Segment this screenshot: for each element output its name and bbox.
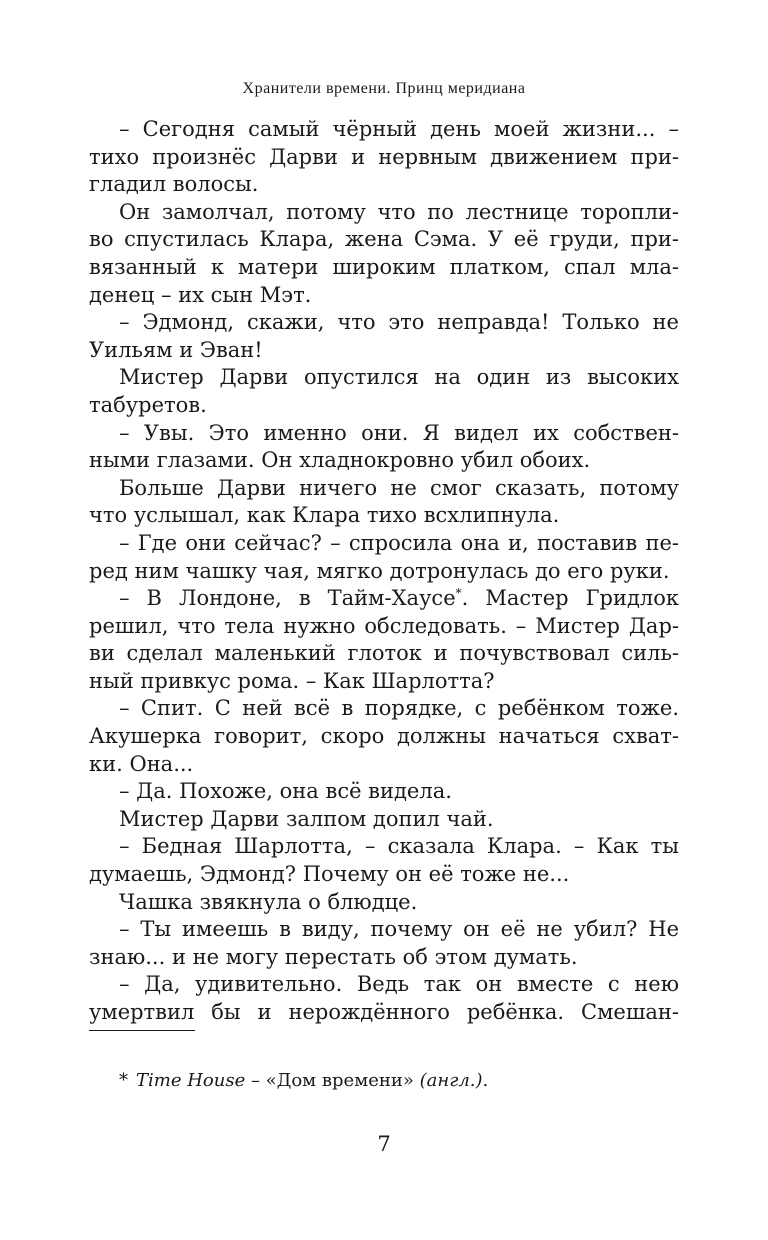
text-line: ными глазами. Он хладнокровно убил обоих. <box>89 448 591 473</box>
text-line: ки. Она... <box>89 751 194 776</box>
text-line <box>89 585 679 613</box>
footnote-term: Time House <box>136 1070 246 1091</box>
text-line: Мистер Дарви опустился на один из высоких <box>119 365 679 390</box>
text-line: вязанный к матери широким платком, спал мла- <box>89 254 679 279</box>
text-line: – Ты имеешь в виду, почему он её не убил? Не <box>119 917 679 942</box>
text-line: – Спит. С ней всё в порядке, с ребёнком тоже. <box>119 696 679 721</box>
footnote-translation: «Дом времени» <box>265 1070 414 1091</box>
text-line: думаешь, Эдмонд? Почему он её тоже не... <box>89 862 570 887</box>
text-line: Чашка звякнула о блюдце. <box>119 889 418 914</box>
text-line: решил, что тела нужно обследовать. – Мистер Дар- <box>89 613 679 638</box>
text-line: – Да, удивительно. Ведь так он вместе с нею <box>119 972 679 997</box>
text-line: гладил волосы. <box>89 172 259 197</box>
footnote-period: . <box>482 1070 489 1091</box>
footnote-marker: * <box>119 1070 128 1091</box>
text-line: – Эдмонд, скажи, что это неправда! Только не <box>119 310 679 335</box>
text-line: Больше Дарви ничего не смог сказать, потому <box>119 475 679 500</box>
text-line: – Да. Похоже, она всё видела. <box>119 779 452 804</box>
page-number: 7 <box>377 1132 391 1156</box>
text-line: ный привкус рома. – Как Шарлотта? <box>89 668 495 693</box>
text-line: Акушерка говорит, скоро должны начаться схват- <box>89 724 679 749</box>
text-line: знаю... и не могу перестать об этом думать. <box>89 944 578 969</box>
text-line: ви сделал маленький глоток и почувствовал силь- <box>89 641 679 666</box>
footnote <box>119 1070 488 1091</box>
running-header: Хранители времени. Принц меридиана <box>242 80 526 97</box>
text-line: умертвил бы и нерождённого ребёнка. Смешан- <box>89 1000 679 1024</box>
footnote-reference: * <box>455 586 462 601</box>
body-text <box>89 116 679 1027</box>
text-line: – Где они сейчас? – спросила она и, поставив пе- <box>119 530 679 555</box>
text-segment: . Мастер Гридлок <box>461 586 680 611</box>
text-line: табуретов. <box>89 392 207 417</box>
footnote-dash: – <box>245 1070 266 1091</box>
text-line: ред ним чашку чая, мягко дотронулась до его руки. <box>89 558 670 583</box>
text-line: что услышал, как Клара тихо всхлипнула. <box>89 503 560 528</box>
footnote-language-note: (англ.) <box>419 1070 483 1091</box>
text-line: Уильям и Эван! <box>89 337 263 362</box>
text-line: тихо произнёс Дарви и нервным движением при- <box>89 144 679 169</box>
text-line: – Сегодня самый чёрный день моей жизни... – <box>119 117 679 141</box>
text-segment: – В Лондоне, в Тайм-Хаусе <box>119 586 456 611</box>
text-line: Он замолчал, потому что по лестнице торопли- <box>119 199 679 224</box>
text-line: – Увы. Это именно они. Я видел их собствен- <box>119 420 679 445</box>
footnote-divider <box>89 1030 195 1031</box>
text-line: во спустилась Клара, жена Сэма. У её груди, при- <box>89 227 679 252</box>
text-line: Мистер Дарви залпом допил чай. <box>119 806 494 831</box>
text-line: – Бедная Шарлотта, – сказала Клара. – Как ты <box>119 834 679 859</box>
text-line: денец – их сын Мэт. <box>89 282 312 307</box>
